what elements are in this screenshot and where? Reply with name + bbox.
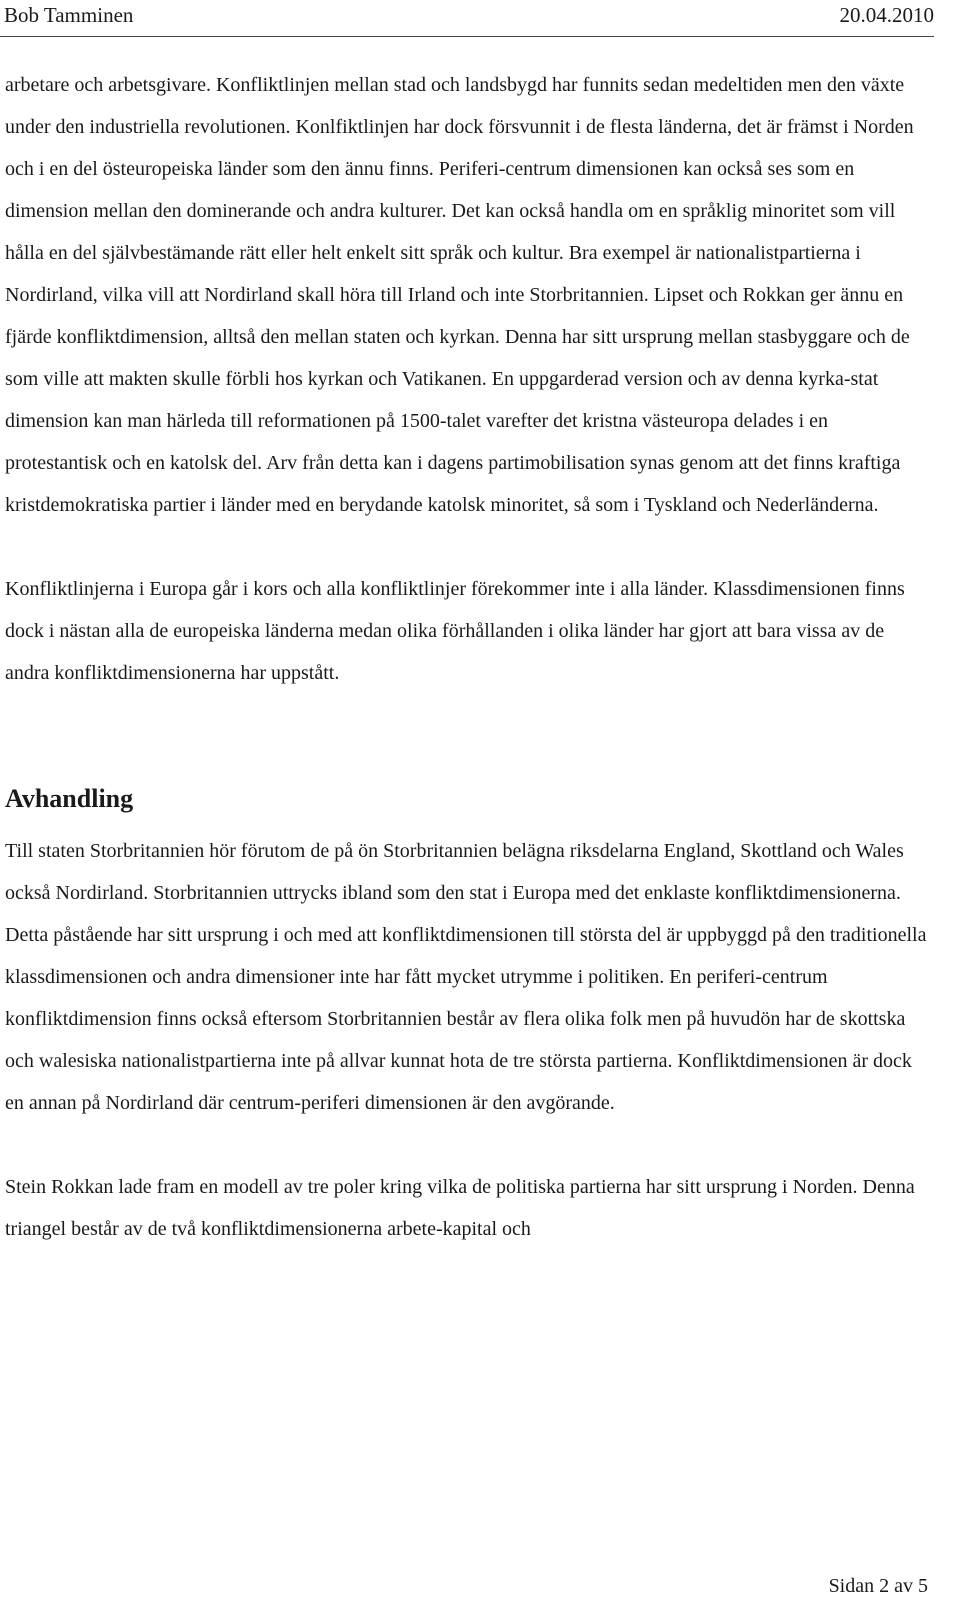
header-date: 20.04.2010 [839,3,934,27]
body-paragraph: Stein Rokkan lade fram en modell av tre poler kring vilka de politiska partierna har sitt ursprung i Norden. Denna triangel består av de två konfliktdimensionerna arbete-kapital och [5,1176,915,1240]
header-author: Bob Tamminen [4,3,134,27]
page-number: Sidan 2 av 5 [828,1575,928,1597]
document-body [5,64,933,1250]
body-paragraph: Till staten Storbritannien hör förutom de på ön Storbritannien belägna riksdelarna England, Skottland och Wales också Nordirland. Storbritannien uttrycks ibland som den stat i Europa med det enklaste konfliktdimensionerna. Detta påstående har sitt ursprung i och med att konfliktdimensionen till största del är uppbyggd på den traditionella klassdimensionen och andra dimensioner inte har fått mycket utrymme i politiken. En periferi-centrum konfliktdimension finns också eftersom Storbritannien består av flera olika folk men på huvudön har de skottska och walesiska nationalistpartierna inte på allvar kunnat hota de tre största partierna. Konfliktdimensionen är dock en annan på Nordirland där centrum-periferi dimensionen är den avgörande. [5,840,927,1114]
section-heading: Avhandling [5,784,134,813]
body-paragraph: Konfliktlinjerna i Europa går i kors och alla konfliktlinjer förekommer inte i alla länder. Klassdimensionen finns dock i nästan alla de europeiska länderna medan olika förhållanden i olika länder har gjort att bara vissa av de andra konfliktdimensionerna har uppstått. [5,578,905,684]
body-paragraph: arbetare och arbetsgivare. Konfliktlinjen mellan stad och landsbygd har funnits sedan medeltiden men den växte under den industriella revolutionen. Konlfiktlinjen har dock försvunnit i de flesta länderna, det är främst i Norden och i en del östeuropeiska länder som den ännu finns. Periferi-centrum dimensionen kan också ses som en dimension mellan den dominerande och andra kulturer. Det kan också handla om en språklig minoritet som vill hålla en del självbestämande rätt eller helt enkelt sitt språk och kultur. Bra exempel är nationalistpartierna i Nordirland, vilka vill att Nordirland skall höra till Irland och inte Storbritannien. Lipset och Rokkan ger ännu en fjärde konfliktdimension, alltså den mellan staten och kyrkan. Denna har sitt ursprung mellan stasbyggare och de som ville att makten skulle förbli hos kyrkan och Vatikanen. En uppgarderad version och av denna kyrka-stat dimension kan man härleda till reformationen på 1500-talet varefter det kristna västeuropa delades i en protestantisk och en katolsk del. Arv från detta kan i dagens partimobilisation synas genom att det finns kraftiga kristdemokratiska partier i länder med en berydande katolsk minoritet, så som i Tyskland och Nederländerna. [5,74,914,516]
page-header [0,0,934,37]
